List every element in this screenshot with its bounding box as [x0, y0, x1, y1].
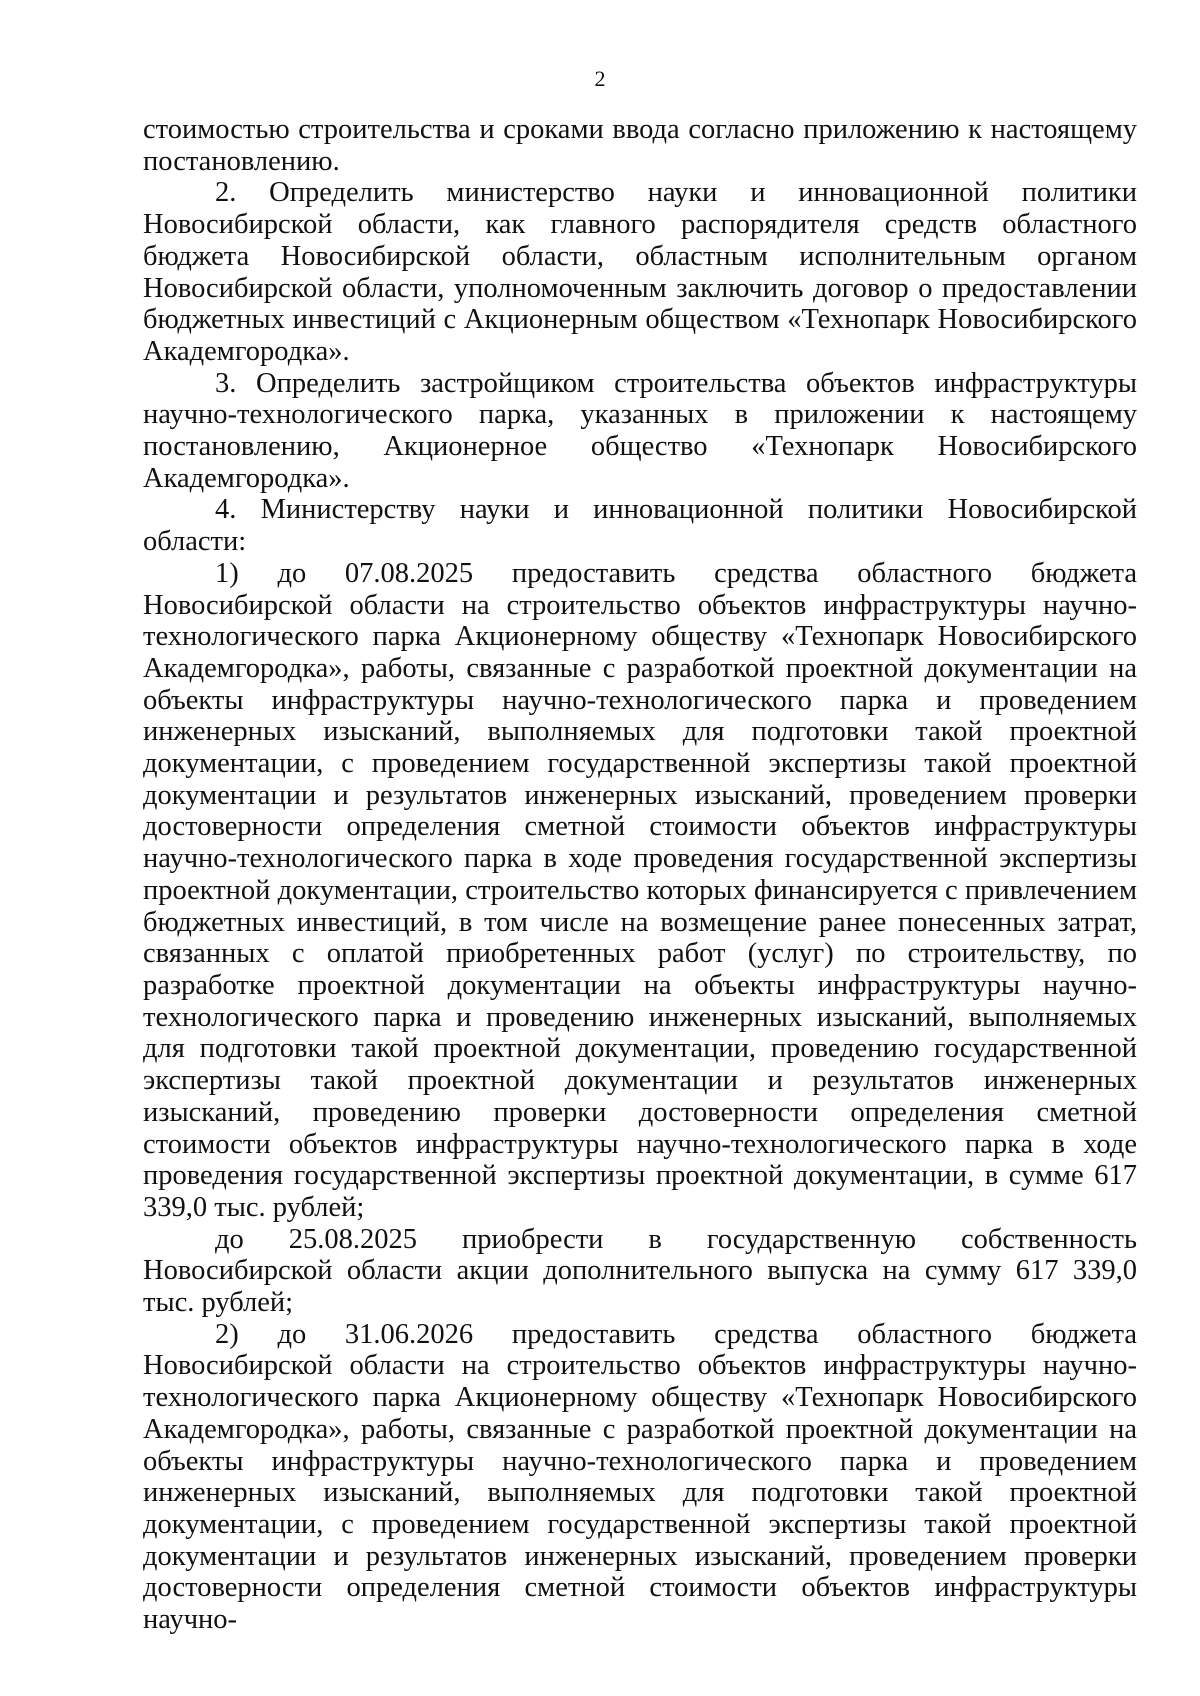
paragraph-subitem-1: 1) до 07.08.2025 предоставить средства областного бюджета Новосибирской области на строительство объектов инфраструктуры научно-технологического парка Акционерному обществу «Технопарк Новосибирского Академгородка», работы, связанные с разработкой проектной документации на объекты инфраструктуры научно-технологического парка и проведением инженерных изысканий, выполняемых для подготовки такой проектной документации, с проведением государственной экспертизы такой проектной документации и результатов инженерных изысканий, проведением проверки достоверности определения сметной стоимости объектов инфраструктуры научно-технологического парка в ходе проведения государственной экспертизы проектной документации, строительство которых финансируется с привлечением бюджетных инвестиций, в том числе на возмещение ранее понесенных затрат, связанных с оплатой приобретенных работ (услуг) по строительству, по разработке проектной документации на объекты инфраструктуры научно-технологического парка и проведению инженерных изысканий, выполняемых для подготовки такой проектной документации, проведению государственной экспертизы такой проектной документации и результатов инженерных изысканий, проведению проверки достоверности определения сметной стоимости объектов инфраструктуры научно-технологического парка в ходе проведения государственной экспертизы проектной документации, в сумме 617 339,0 тыс. рублей;: [143, 557, 1137, 1223]
paragraph-item-3: 3. Определить застройщиком строительства объектов инфраструктуры научно-технологического парка, указанных в приложении к настоящему постановлению, Акционерное общество «Технопарк Новосибирского Академгородка».: [143, 367, 1137, 494]
paragraph-subitem-1-shares: до 25.08.2025 приобрести в государственную собственность Новосибирской области акции дополнительного выпуска на сумму 617 339,0 тыс. рублей;: [143, 1223, 1137, 1319]
paragraph-continuation: стоимостью строительства и сроками ввода согласно приложению к настоящему постановлению.: [143, 114, 1137, 177]
paragraph-subitem-2: 2) до 31.06.2026 предоставить средства областного бюджета Новосибирской области на строительство объектов инфраструктуры научно-технологического парка Акционерному обществу «Технопарк Новосибирского Академгородка», работы, связанные с разработкой проектной документации на объекты инфраструктуры научно-технологического парка и проведением инженерных изысканий, выполняемых для подготовки такой проектной документации, с проведением государственной экспертизы такой проектной документации и результатов инженерных изысканий, проведением проверки достоверности определения сметной стоимости объектов инфраструктуры научно-: [143, 1318, 1137, 1636]
paragraph-item-4: 4. Министерству науки и инновационной политики Новосибирской области:: [143, 494, 1137, 558]
page-number: 2: [594, 66, 606, 91]
document-body: [143, 114, 1137, 1636]
paragraph-item-2: 2. Определить министерство науки и инновационной политики Новосибирской области, как главного распорядителя средств областного бюджета Новосибирской области, областным исполнительным органом Новосибирской области, уполномоченным заключить договор о предоставлении бюджетных инвестиций с Акционерным обществом «Технопарк Новосибирского Академгородка».: [143, 177, 1137, 367]
